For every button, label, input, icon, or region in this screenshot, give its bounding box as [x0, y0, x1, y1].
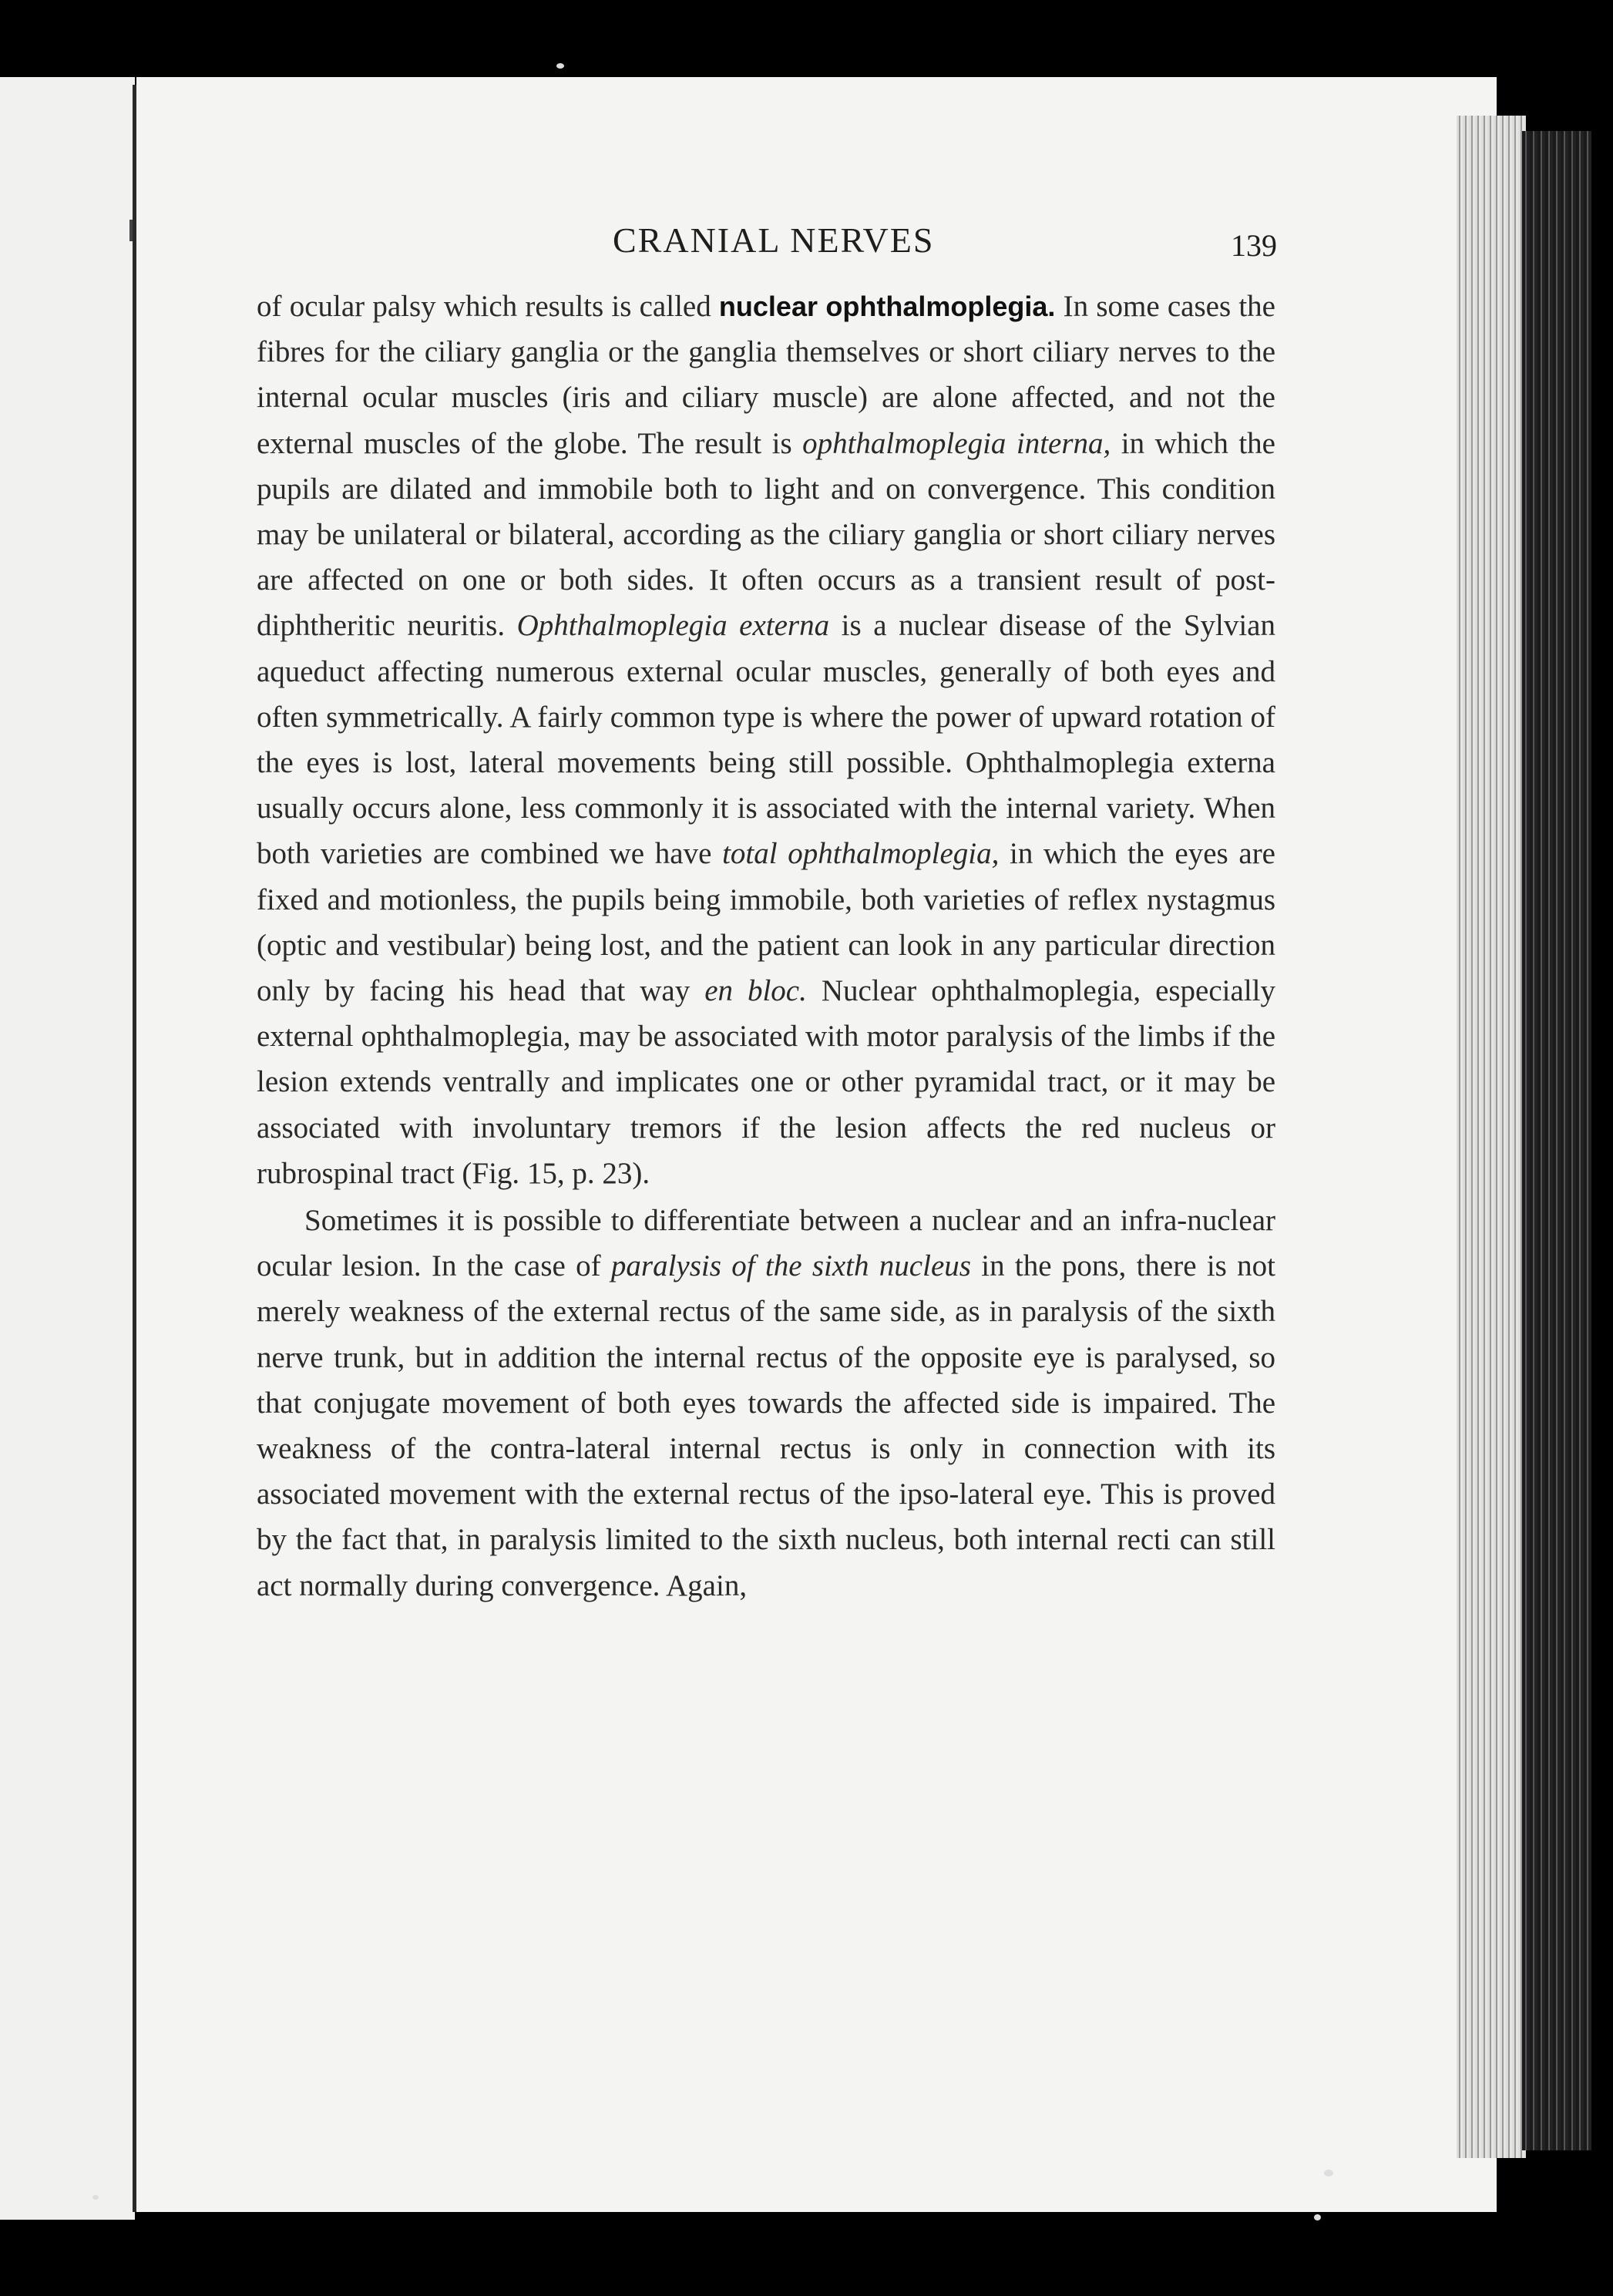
- term-ophthalmoplegia-interna: ophthalmoplegia interna,: [802, 426, 1111, 460]
- dust-speck: [1324, 2170, 1333, 2177]
- term-nuclear-ophthalmoplegia: nuclear ophthalmoplegia.: [718, 291, 1056, 322]
- text-run: in the pons, there is not merely weakness of the external rectus of the same side, as in paralysis of the sixth nerve trunk, but in addition the internal rectus of the opposite eye is paralysed, so that conjugate movement of both eyes towards the affected side is impaired. The weakness of the contra-lateral internal rectus is only in connection with its associated movement with the external rectus of the ipso-lateral eye. This is proved by the fact that, in paralysis limited to the sixth nucleus, both internal recti can still act normally during convergence. Again,: [257, 1249, 1275, 1602]
- running-head: CRANIAL NERVES: [613, 220, 935, 260]
- text-run: in which the pupils are dilated and immobile both to light and on convergence. This condition may be unilateral or bilateral, according as the ciliary ganglia or short ciliary nerves are affected on one or both sides. It often occurs as a transient result of post-diphtheritic neuritis.: [257, 426, 1275, 643]
- dust-speck: [556, 63, 564, 69]
- text-run: Nuclear ophthalmoplegia, especially external ophthalmoplegia, may be associated with motor paralysis of the limbs if the lesion extends ventrally and implicates one or other pyramidal tract, or it may be associated with involuntary tremors if the lesion affects the red nucleus or rubrospinal tract (Fig. 15, p. 23).: [257, 974, 1275, 1190]
- body-text: [257, 284, 1275, 1609]
- text-run: is a nuclear disease of the Sylvian aqueduct affecting numerous external ocular muscles, generally of both eyes and often symmetrically. A fairly common type is where the power of upward rotation of the eyes is lost, lateral movements being still possible. Ophthalmoplegia externa usually occurs alone, less commonly it is associated with the internal variety. When both varieties are combined we have: [257, 609, 1275, 871]
- dust-speck: [1314, 2214, 1321, 2220]
- previous-page-margin: [0, 77, 135, 2220]
- paragraph-ophthalmoplegia: [257, 284, 1275, 1196]
- text-run: of ocular palsy which results is called: [257, 290, 719, 323]
- page-block-edges: [1457, 116, 1526, 2158]
- page-number: 139: [1231, 228, 1277, 263]
- term-en-bloc: en bloc.: [704, 974, 807, 1008]
- term-ophthalmoplegia-externa: Ophthalmoplegia externa: [516, 609, 830, 643]
- term-total-ophthalmoplegia: total ophthalmoplegia,: [722, 837, 1000, 871]
- term-paralysis-sixth-nucleus: paralysis of the sixth nucleus: [610, 1249, 971, 1283]
- book-spine-edge: [1522, 131, 1591, 2150]
- text-run: Sometimes it is possible to differentiate between a nuclear and an infra-nuclear ocular lesion. In the case of: [257, 1204, 1275, 1283]
- paragraph-sixth-nucleus: [257, 1198, 1275, 1609]
- page-header: [0, 220, 1613, 266]
- text-run: in which the eyes are fixed and motionless, the pupils being immobile, both varieties of reflex nystagmus (optic and vestibular) being lost, and the patient can look in any particular direction only by facing his head that way: [257, 837, 1275, 1008]
- text-run: In some cases the fibres for the ciliary ganglia or the ganglia themselves or short ciliary nerves to the internal ocular muscles (iris and ciliary muscle) are alone affected, and not the external muscles of the globe. The result is: [257, 290, 1275, 460]
- dust-speck: [92, 2195, 99, 2200]
